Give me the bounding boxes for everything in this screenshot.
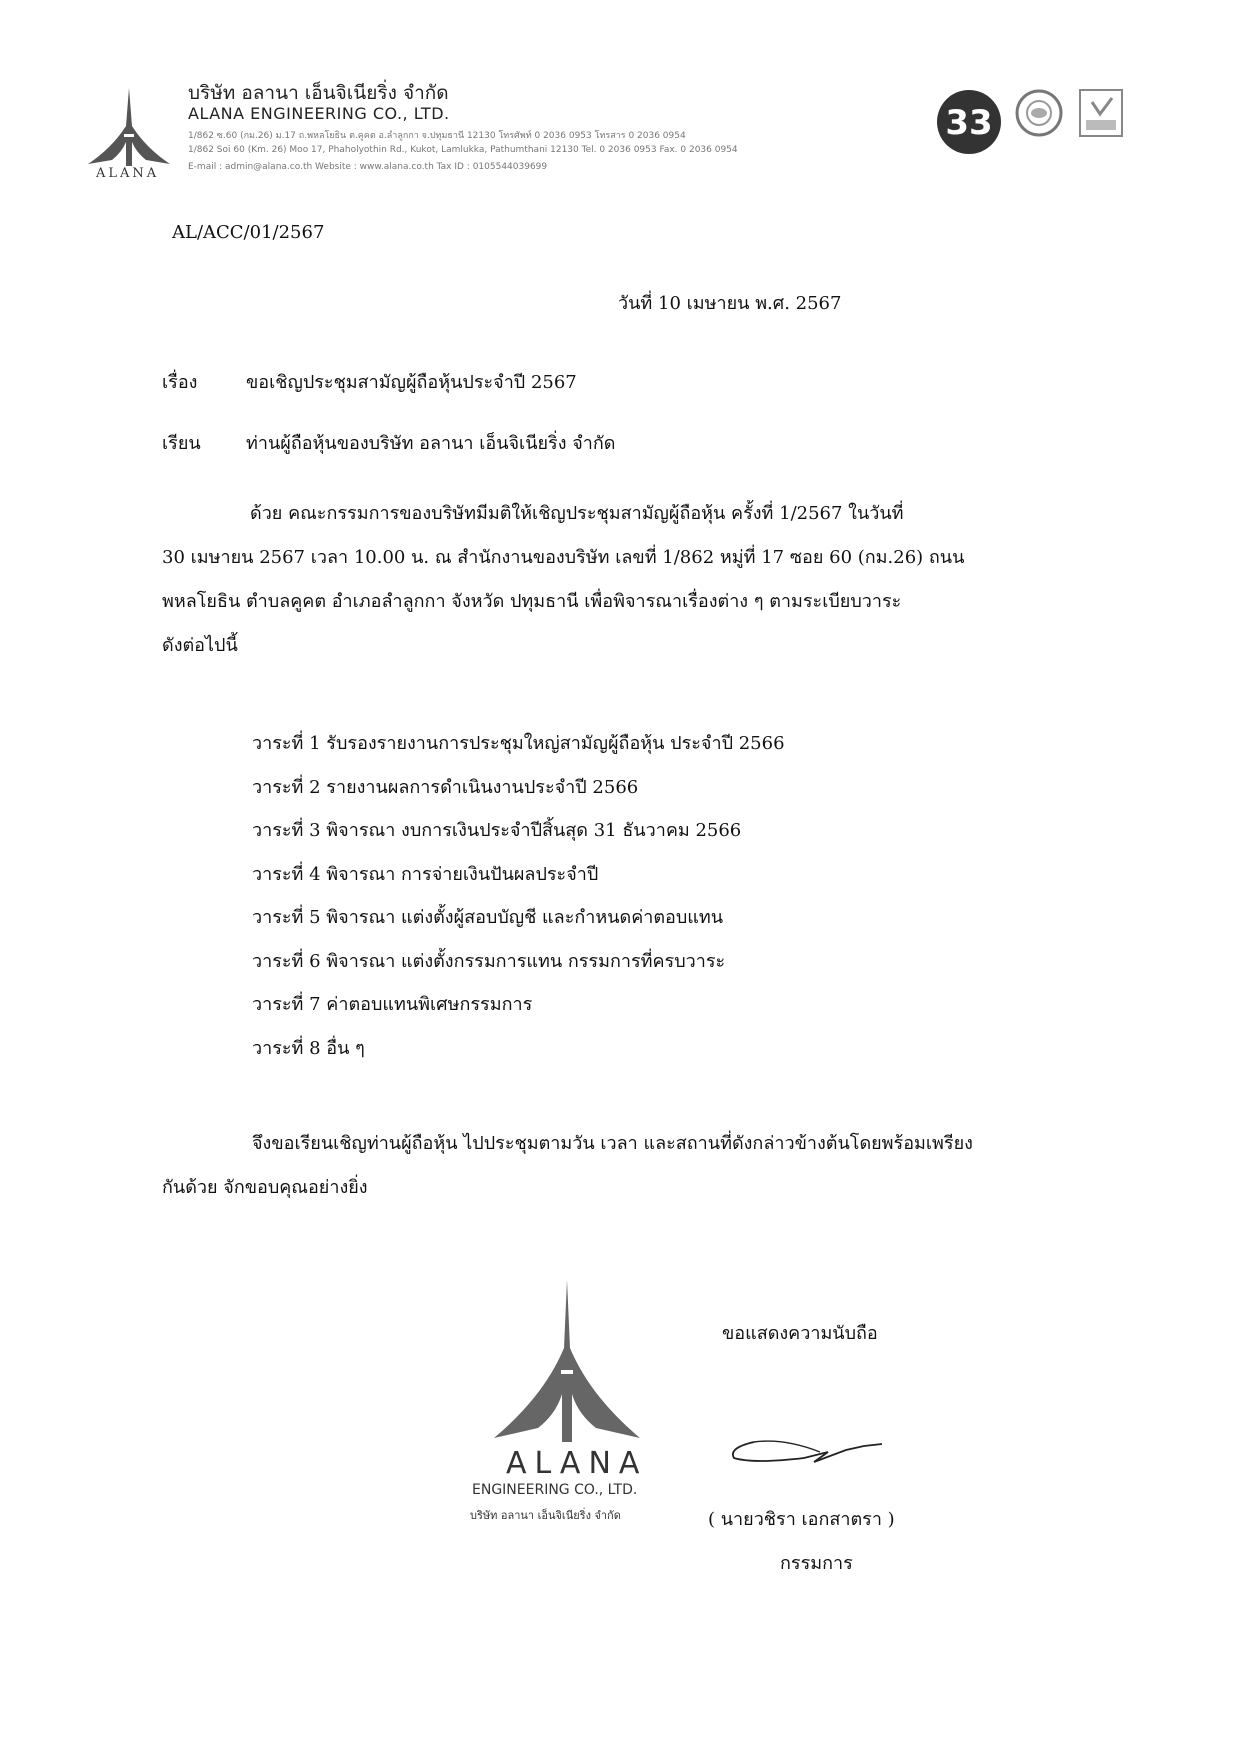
agenda-item: วาระที่ 2 รายงานผลการดำเนินงานประจำปี 2566 — [252, 776, 639, 798]
seal-company-english: ENGINEERING CO., LTD. — [472, 1482, 638, 1498]
agenda-item: วาระที่ 4 พิจารณา การจ่ายเงินปันผลประจำปี — [252, 863, 599, 885]
iso-certification-icon — [1014, 88, 1064, 138]
company-name-thai: บริษัท อลานา เอ็นจิเนียริ่ง จำกัด — [188, 82, 449, 104]
recipient-line — [162, 428, 615, 457]
closing-regards: ขอแสดงความนับถือ — [722, 1323, 878, 1344]
logo-wordmark: ALANA — [96, 166, 160, 181]
intro-line: 30 เมษายน 2567 เวลา 10.00 น. ณ สำนักงานของบริษัท เลขที่ 1/862 หมู่ที่ 17 ซอย 60 (กม.26) ถนน — [162, 547, 965, 568]
reference-number: AL/ACC/01/2567 — [172, 222, 325, 243]
agenda-item: วาระที่ 5 พิจารณา แต่งตั้งผู้สอบบัญชี และกำหนดค่าตอบแทน — [252, 907, 724, 928]
company-seal-icon — [492, 1278, 642, 1448]
agenda-item: วาระที่ 8 อื่น ๆ — [252, 1037, 365, 1059]
closing-paragraph — [162, 1122, 1102, 1210]
signer-title: กรรมการ — [780, 1553, 853, 1574]
intro-paragraph — [162, 492, 1102, 668]
recipient-label: เรียน — [162, 433, 201, 454]
company-address-english: 1/862 Soi 60 (Km. 26) Moo 17, Phaholyothin Rd., Kukot, Lamlukka, Pathumthani 12130 Tel. 0 2036 0953 Fax. 0 2036 0954 — [188, 145, 738, 155]
intro-line: ด้วย คณะกรรมการของบริษัทมีมติให้เชิญประชุมสามัญผู้ถือหุ้น ครั้งที่ 1/2567 ในวันที่ — [250, 503, 904, 524]
company-contact: E-mail : admin@alana.co.th Website : www.alana.co.th Tax ID : 0105544039699 — [188, 162, 548, 172]
closing-line: จึงขอเรียนเชิญท่านผู้ถือหุ้น ไปประชุมตามวัน เวลา และสถานที่ดังกล่าวข้างต้นโดยพร้อมเพรียง — [252, 1133, 973, 1154]
agenda-item: วาระที่ 1 รับรองรายงานการประชุมใหญ่สามัญผู้ถือหุ้น ประจำปี 2566 — [252, 733, 785, 754]
ukas-certification-icon — [1078, 88, 1124, 138]
intro-line: ดังต่อไปนี้ — [162, 635, 238, 656]
company-logo-icon — [86, 86, 172, 178]
recipient-text: ท่านผู้ถือหุ้นของบริษัท อลานา เอ็นจิเนียริ่ง จำกัด — [246, 433, 616, 454]
seal-company-thai: บริษัท อลานา เอ็นจิเนียริ่ง จำกัด — [470, 1509, 621, 1522]
agenda-item: วาระที่ 6 พิจารณา แต่งตั้งกรรมการแทน กรรมการที่ครบวาระ — [252, 950, 726, 972]
subject-line — [162, 367, 577, 396]
signature-icon — [724, 1430, 884, 1470]
letter-date: วันที่ 10 เมษายน พ.ศ. 2567 — [618, 293, 842, 314]
signer-name: ( นายวชิรา เอกสาตรา ) — [708, 1509, 895, 1530]
agenda-item: วาระที่ 3 พิจารณา งบการเงินประจำปีสิ้นสุด 31 ธันวาคม 2566 — [252, 820, 742, 841]
company-address-thai: 1/862 ซ.60 (กม.26) ม.17 ถ.พหลโยธิน ต.คูคต อ.ลำลูกกา จ.ปทุมธานี 12130 โทรศัพท์ 0 2036 0953 โทรสาร 0 2036 0954 — [188, 131, 686, 141]
subject-text: ขอเชิญประชุมสามัญผู้ถือหุ้นประจำปี 2567 — [246, 372, 577, 393]
anniversary-badge-icon — [932, 88, 1006, 156]
company-name-english: ALANA ENGINEERING CO., LTD. — [188, 104, 450, 123]
anniversary-badge-text: 33 — [945, 103, 993, 143]
subject-label: เรื่อง — [162, 372, 198, 393]
agenda-list — [252, 722, 785, 1070]
agenda-item: วาระที่ 7 ค่าตอบแทนพิเศษกรรมการ — [252, 994, 533, 1015]
closing-line: กันด้วย จักขอบคุณอย่างยิ่ง — [162, 1177, 368, 1198]
intro-line: พหลโยธิน ตำบลคูคต อำเภอลำลูกกา จังหวัด ปทุมธานี เพื่อพิจารณาเรื่องต่าง ๆ ตามระเบียบวาระ — [162, 591, 902, 612]
seal-wordmark: ALANA — [506, 1446, 648, 1481]
